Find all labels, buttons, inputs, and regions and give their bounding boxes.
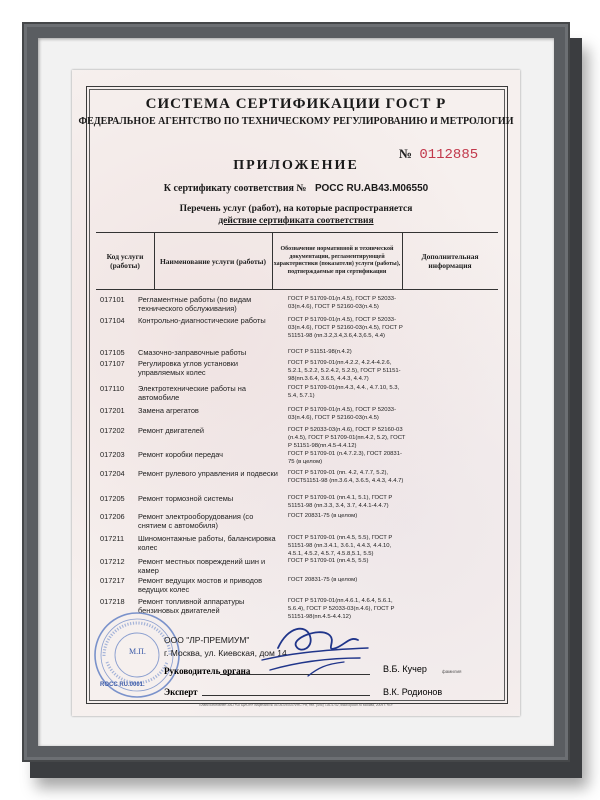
list-heading-line2: действие сертификата соответствия [218,216,374,226]
head-role-label: Руководитель органа [164,666,251,676]
header-code: Код услуги (работы) [96,233,155,289]
seal-text: ROCC RU.0001. [100,682,145,688]
row-standard: ГОСТ Р 51709-01 (п.4.7.2.3), ГОСТ 20831-75 (в целом) [288,451,402,465]
row-standard: ГОСТ Р 52033-03(п.4.6), ГОСТ Р 52160-03 (п.4.5), ГОСТ Р 51709-01(пп.4.2, 5.2), ГОСТ Р 51151-98(пп.4.5-4.4.12) [288,427,406,449]
expert-role-label: Эксперт [164,687,198,697]
list-heading [72,203,520,227]
certificate-reference [72,183,520,194]
row-name: Ремонт местных повреждений шин и камер [138,557,266,575]
row-name: Ремонт двигателей [138,426,204,435]
system-title: СИСТЕМА СЕРТИФИКАЦИИ ГОСТ Р [145,96,447,112]
number-value: 0112885 [419,147,479,163]
row-code: 017217 [100,576,125,585]
row-name: Ремонт топливной аппаратуры бензиновых двигателей [138,597,245,615]
doc-type-heading: ПРИЛОЖЕНИЕ [233,158,359,173]
row-code: 017211 [100,534,125,543]
cert-number: РОСС RU.АВ43.М06550 [314,183,429,194]
row-name: Шиномонтажные работы, балансировка колес [138,534,276,552]
head-name: В.Б. Кучер [383,664,427,674]
row-name: Ремонт коробки передач [138,450,224,459]
list-heading-line1: Перечень услуг (работ), на которые распространяется [179,204,413,214]
number-label: № [399,146,413,161]
organization-name: ООО "ЛР-ПРЕМИУМ" [164,635,250,645]
name-caption: фамилия [442,669,462,674]
row-code: 017101 [100,295,125,304]
handwritten-signature [248,618,378,682]
row-name: Ремонт электрооборудования (со снятием с автомобиля) [138,512,254,530]
row-standard: ГОСТ 20831-75 (в целом) [288,577,358,583]
row-name: Регламентные работы (по видам технического обслуживания) [138,295,252,313]
row-standard: ГОСТ Р 51709-01 (пп. 4.2, 4.7.7, 5.2), ГОСТ51151-98 (пп.3.6.4, 3.6.5, 4.4.3, 4.4.7) [288,470,404,484]
row-standard: ГОСТ 20831-75 (в целом) [288,513,358,519]
row-standard: ГОСТ Р 51709-01(п.4.5), ГОСТ Р 52033-03(п.4.6), ГОСТ Р 52160-03(п.4.5), ГОСТ Р 51151-98 (пп.3.2,3.4,3.6,4.3,6.5, 4.4) [288,317,403,339]
row-name: Регулировка углов установки управляемых колес [138,359,239,377]
organization-address: г. Москва, ул. Киевская, дом 14 [164,648,287,658]
row-standard: ГОСТ Р 51709-01(п.4.5), ГОСТ Р 52033-03(п.4.6), ГОСТ Р 52160-03(п.4.5) [288,296,397,310]
stamp-mark: М.П. [129,647,146,656]
header-info: Дополнительная информация [421,252,479,270]
row-name: Смазочно-заправочные работы [138,348,247,357]
row-standard: ГОСТ Р 51709-01 (пп.4.1, 5.1), ГОСТ Р 51151-98 (пп.3.3, 3.4, 3.7, 4.4.1-4.4.7) [288,495,393,509]
cert-label: К сертификату соответствия № [163,183,307,194]
row-standard: ГОСТ Р 51709-01 (пп.4.5, 5.5) [288,558,369,564]
row-name: Ремонт рулевого управления и подвески [138,469,278,478]
row-name: Контрольно-диагностические работы [138,316,266,325]
row-code: 017212 [100,557,125,566]
row-standard: ГОСТ Р 51151-98(п.4.2) [288,349,352,355]
table-header [96,232,498,290]
row-code: 017203 [100,450,125,459]
row-code: 017110 [100,384,125,393]
row-code: 017107 [100,359,125,368]
row-standard: ГОСТ Р 51709-01(пп.4.3, 4.4., 4.7.10, 5.3, 5.4, 5.7.1) [288,385,400,399]
header-standard: Обозначение нормативной и технической документации, регламентирующей характеристики (показатели) услуги (работы), подтверждаемые при сертификации [272,233,403,289]
agency-title: ФЕДЕРАЛЬНОЕ АГЕНТСТВО ПО ТЕХНИЧЕСКОМУ РЕГУЛИРОВАНИЮ И МЕТРОЛОГИИ [78,116,514,127]
certificate-document [72,70,520,716]
row-code: 017205 [100,494,125,503]
row-name: Электротехнические работы на автомобиле [138,384,246,402]
expert-signature-line [202,695,370,696]
row-standard: ГОСТ Р 51709-01(пп.4.2.2, 4.2.4-4.2.6, 5.2.1, 5.2.2, 5.2.4.2, 5.2.5), ГОСТ Р 51151-98(пп.3.6.4, 3.6.5, 4.4.3, 4.4.7) [288,360,401,382]
row-code: 017202 [100,426,125,435]
row-code: 017218 [100,597,125,606]
row-standard: ГОСТ Р 51709-01 (пп.4.5, 5.5), ГОСТ Р 51151-98 (пп.3.4.1, 3.6.1, 4.4.3, 4.4.10, 4.5.1, 4.5.2, 4.5.7, 4.5.8,5.1, 5.5) [288,535,393,557]
row-name: Ремонт ведущих мостов и приводов ведущих колес [138,576,263,594]
row-name: Ремонт тормозной системы [138,494,234,503]
row-standard: ГОСТ Р 51709-01(п.4.5), ГОСТ Р 52033-03(п.4.6), ГОСТ Р 52160-03(п.4.5) [288,407,397,421]
row-code: 017206 [100,512,125,521]
row-code: 017105 [100,348,125,357]
expert-name: В.К. Родионов [383,687,443,697]
row-standard: ГОСТ Р 51709-01(пп.4.6.1, 4.6.4, 5.6.1, 5.6.4), ГОСТ Р 52033-03(п.4.6), ГОСТ Р 51151-98(пп.4.5-4.4.12) [288,598,395,620]
row-code: 017104 [100,316,125,325]
form-fine-print: Бланк изготовлен ЗАО «ОПЦИОН» лицензия № 05-05-09/003 ФНС РФ, тел. (495) 726-4742, www.opcion.ru Москва, 2009 г. «Б» [199,703,393,707]
row-code: 017201 [100,406,125,415]
header-name: Наименование услуги (работы) [154,233,273,289]
row-name: Замена агрегатов [138,406,199,415]
row-code: 017204 [100,469,125,478]
